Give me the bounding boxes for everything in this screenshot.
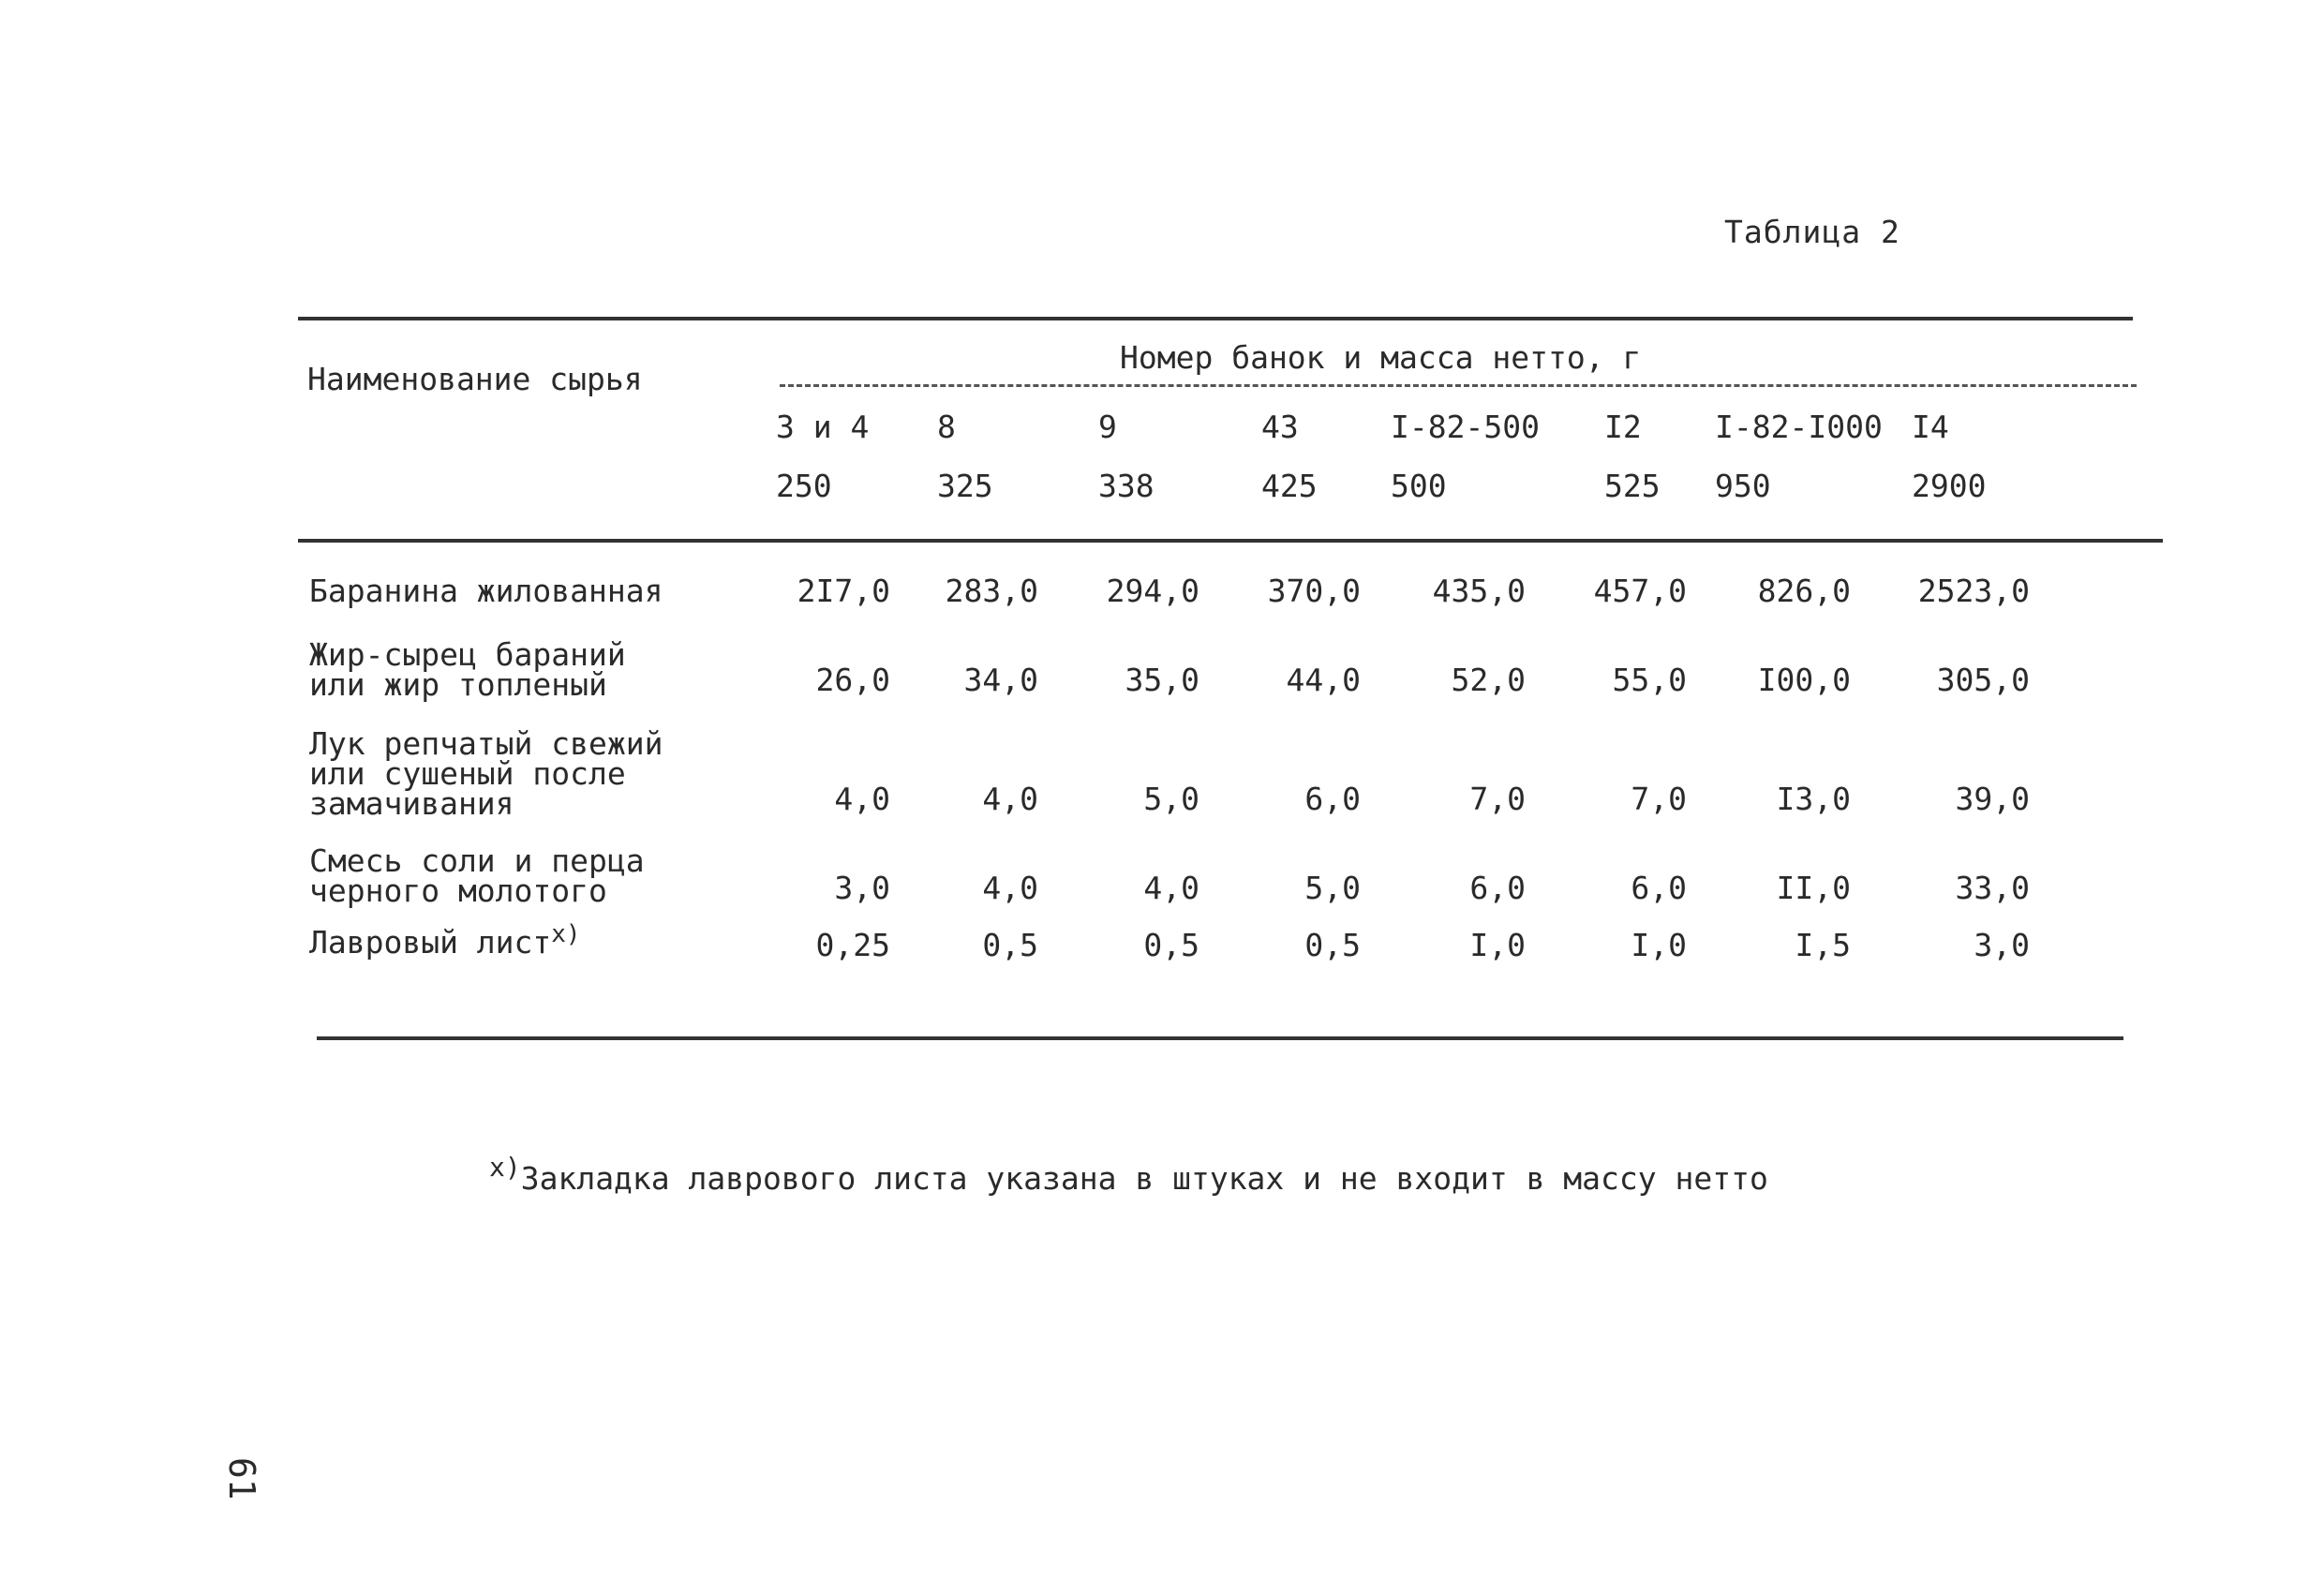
header-can-number: I-82-500: [1391, 409, 1540, 445]
header-can-number: I4: [1912, 409, 1949, 445]
header-name-column: Наименование сырья: [307, 361, 643, 397]
table-cell-value: II,0: [1776, 870, 1851, 906]
table-cell-value: 435,0: [1432, 573, 1526, 609]
table-cell-value: 6,0: [1304, 781, 1361, 817]
table-top-rule: [298, 317, 2133, 320]
table-cell-value: 39,0: [1955, 781, 2030, 817]
table-cell-value: 457,0: [1593, 573, 1687, 609]
row-label: Смесь соли и перца черного молотого: [309, 842, 645, 909]
table-cell-value: 305,0: [1936, 662, 2030, 698]
table-bottom-rule: [317, 1036, 2123, 1040]
header-net-mass: 325: [937, 468, 993, 504]
table-cell-value: 52,0: [1451, 662, 1526, 698]
header-can-number: 43: [1261, 409, 1299, 445]
table-cell-value: 34,0: [963, 662, 1038, 698]
table-cell-value: 0,5: [1304, 927, 1361, 963]
header-net-mass: 2900: [1912, 468, 1987, 504]
row-label: Баранина жилованная: [309, 573, 663, 609]
footnote-mark: x): [489, 1152, 521, 1183]
row-label: Лук репчатый свежий или сушеный после замачивания: [309, 725, 663, 822]
table-cell-value: 0,5: [1143, 927, 1199, 963]
table-cell-value: I,0: [1469, 927, 1526, 963]
header-can-number: 9: [1098, 409, 1117, 445]
table-cell-value: 294,0: [1106, 573, 1199, 609]
table-cell-value: 370,0: [1267, 573, 1361, 609]
table-cell-value: 26,0: [815, 662, 890, 698]
table-cell-value: 4,0: [834, 781, 890, 817]
header-can-number: 8: [937, 409, 956, 445]
header-net-mass: 425: [1261, 468, 1318, 504]
row-label-footnote-mark: x): [551, 920, 581, 948]
table-cell-value: 3,0: [834, 870, 890, 906]
table-cell-value: 55,0: [1612, 662, 1687, 698]
row-label: Жир-сырец бараний или жир топленый: [309, 636, 626, 703]
table-cell-value: 7,0: [1631, 781, 1687, 817]
table-cell-value: 826,0: [1757, 573, 1851, 609]
footnote-text: Закладка лаврового листа указана в штуках и не входит в массу нетто: [520, 1160, 1768, 1197]
header-net-mass: 338: [1098, 468, 1155, 504]
header-net-mass: 500: [1391, 468, 1447, 504]
table-cell-value: I00,0: [1757, 662, 1851, 698]
table-cell-value: 5,0: [1143, 781, 1199, 817]
header-bottom-rule: [298, 539, 2163, 543]
header-can-number: 3 и 4: [776, 409, 870, 445]
table-cell-value: 44,0: [1286, 662, 1361, 698]
table-cell-value: 2I7,0: [797, 573, 890, 609]
row-label: Лавровый лист$^{x)}$: [309, 920, 581, 961]
header-can-number: I-82-I000: [1715, 409, 1883, 445]
header-can-number: I2: [1604, 409, 1642, 445]
table-cell-value: I,5: [1795, 927, 1851, 963]
table-cell-value: I,0: [1631, 927, 1687, 963]
footnote: [489, 1152, 1768, 1197]
table-cell-value: 3,0: [1974, 927, 2030, 963]
table-caption: Таблица 2: [1724, 214, 1900, 250]
table-cell-value: 2523,0: [1917, 573, 2030, 609]
page-number: 61: [221, 1457, 262, 1500]
table-cell-value: 6,0: [1469, 870, 1526, 906]
table-cell-value: 0,5: [982, 927, 1038, 963]
table-cell-value: 5,0: [1304, 870, 1361, 906]
table-cell-value: 4,0: [982, 781, 1038, 817]
header-net-mass: 525: [1604, 468, 1661, 504]
table-cell-value: 33,0: [1955, 870, 2030, 906]
header-group-title: Номер банок и масса нетто, г: [1120, 339, 1642, 376]
table-cell-value: 4,0: [1143, 870, 1199, 906]
table-cell-value: 7,0: [1469, 781, 1526, 817]
header-net-mass: 950: [1715, 468, 1771, 504]
header-net-mass: 250: [776, 468, 832, 504]
table-cell-value: I3,0: [1776, 781, 1851, 817]
table-cell-value: 4,0: [982, 870, 1038, 906]
table-cell-value: 35,0: [1125, 662, 1199, 698]
table-cell-value: 283,0: [945, 573, 1038, 609]
table-cell-value: 0,25: [815, 927, 890, 963]
header-group-rule: [780, 384, 2137, 387]
table-cell-value: 6,0: [1631, 870, 1687, 906]
